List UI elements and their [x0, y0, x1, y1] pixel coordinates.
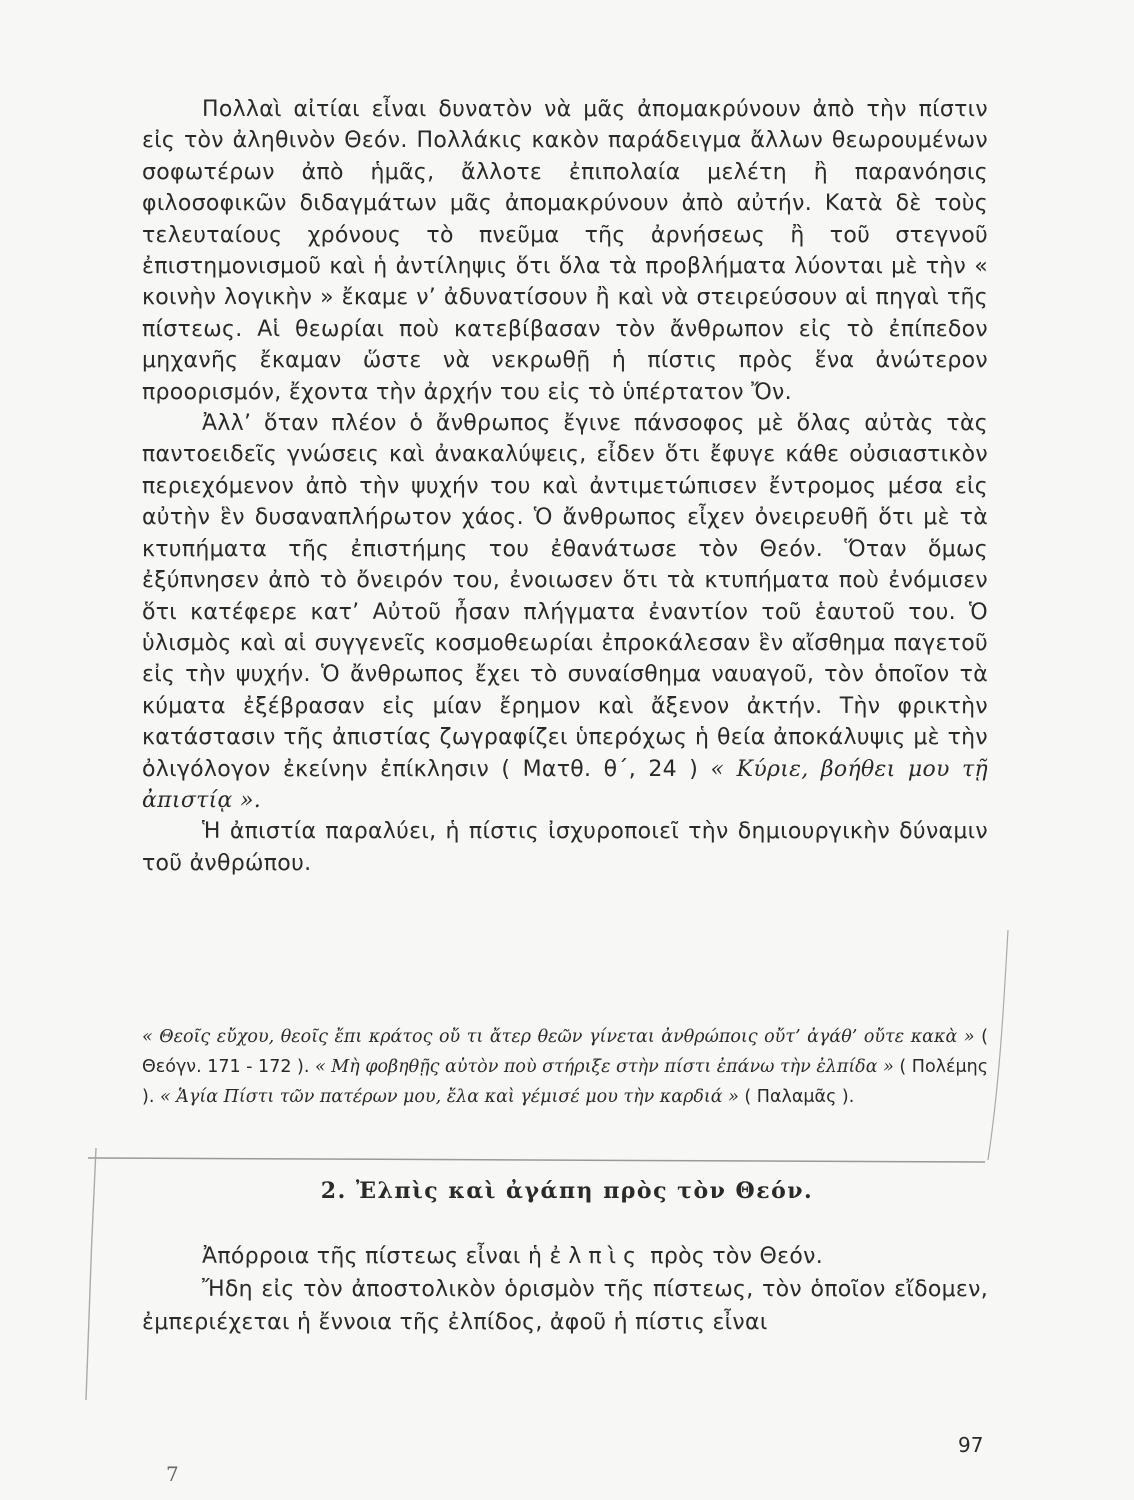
quote-polemis: « Μὴ φοβηθῇς αὐτὸν ποὺ στήριξε στὴν πίστι ἐπάνω τὴν ἐλπίδα »	[315, 1057, 894, 1077]
quote-theognis: « Θεοῖς εὔχου, θεοῖς ἔπι κράτος οὔ τι ἄτερ θεῶν γίνεται ἀνθρώποις οὔτ’ ἀγάθ’ οὔτε κακὰ »	[142, 1027, 975, 1047]
spaced-word-elpis: ἐλπὶς	[549, 1244, 643, 1269]
pencil-line-bottom	[88, 1158, 985, 1162]
paragraph-3: Ἡ ἀπιστία παραλύει, ἡ πίστις ἰσχυροποιεῖ τὴν δημιουργικὴν δύναμιν τοῦ ἀνθρώπου.	[142, 819, 988, 876]
section-p1-end: πρὸς τὸν Θεόν.	[650, 1244, 824, 1269]
paragraph-2-text: Ἀλλ’ ὅταν πλέον ὁ ἄνθρωπος ἔγινε πάνσοφος μὲ ὅλας αὐτὰς τὰς παντοειδεῖς γνώσεις καὶ ἀνακαλύψεις, εἶδεν ὅτι ἔφυγε κάθε οὐσιαστικὸν περιεχόμενον ἀπὸ τὴν ψυχήν του καὶ ἀντιμετώπισεν ἔντρομος μέσα εἰς αὐτὴν ἓν δυσαναπλήρωτον χάος. Ὁ ἄνθρωπος εἶχεν ὀνειρευθῆ ὅτι μὲ τὰ κτυπήματα τῆς ἐπιστήμης του ἐθανάτωσε τὸν Θεόν. Ὅταν ὅμως ἐξύπνησεν ἀπὸ τὸ ὄνειρόν του, ἐνοιωσεν ὅτι τὰ κτυπήματα ποὺ ἐνόμισεν ὅτι κατέφερε κατ’ Αὐτοῦ ἦσαν πλήγματα ἐναντίον τοῦ ἑαυτοῦ του. Ὁ ὑλισμὸς καὶ αἱ συγγενεῖς κοσμοθεωρίαι ἐπροκάλεσαν ἓν αἴσθημα παγετοῦ εἰς τὴν ψυχήν. Ὁ ἄνθρωπος ἔχει τὸ συναίσθημα ναυαγοῦ, τὸν ὁποῖον τὰ κύματα ἐξέβρασαν εἰς μίαν ἔρημον καὶ ἄξενον ἀκτήν. Τὴν φρικτὴν κατάστασιν τῆς ἀπιστίας ζωγραφίζει ὑπερόχως ἡ θεία ἀποκάλυψις μὲ τὴν ὀλιγόλογον ἐκείνην ἐπίκλησιν ( Ματθ. θ΄, 24 )	[142, 411, 988, 782]
pencil-line-right	[988, 930, 1008, 1160]
paragraph-2-quote: « Κύριε, βοήθει μου τῇ ἀπιστίᾳ ».	[142, 756, 988, 813]
section-p1-start: Ἀπόρροια τῆς πίστεως εἶναι ἡ	[202, 1244, 543, 1269]
paragraph-1: Πολλαὶ αἰτίαι εἶναι δυνατὸν νὰ μᾶς ἀπομακρύνουν ἀπὸ τὴν πίστιν εἰς τὸν ἀληθινὸν Θεόν. Πολλάκις κακὸν παράδειγμα ἄλλων θεωρουμένων σοφωτέρων ἀπὸ ἡμᾶς, ἄλλοτε ἐπιπολαία μελέτη ἢ παρανόησις φιλοσοφικῶν διδαγμάτων μᾶς ἀπομακρύνουν ἀπὸ αὐτήν. Κατὰ δὲ τοὺς τελευταίους χρόνους τὸ πνεῦμα τῆς ἀρνήσεως ἢ τοῦ στεγνοῦ ἐπιστημονισμοῦ καὶ ἡ ἀντίληψις ὅτι ὅλα τὰ προβλήματα λύονται μὲ τὴν « κοινὴν λογικὴν » ἔκαμε ν’ ἀδυνατίσουν ἢ καὶ νὰ στειρεύσουν αἱ πηγαὶ τῆς πίστεως. Αἱ θεωρίαι ποὺ κατεβίβασαν τὸν ἄνθρωπον εἰς τὸ ἐπίπεδον μηχανῆς ἔκαμαν ὥστε νὰ νεκρωθῇ ἡ πίστις πρὸς ἕνα ἀνώτερον προορισμόν, ἔχοντα τὴν ἀρχήν του εἰς τὸ ὑπέρτατον Ὄν.	[142, 97, 988, 405]
signature-mark: 7	[166, 1462, 179, 1486]
quote-palamas: « Ἁγία Πίστι τῶν πατέρων μου, ἔλα καὶ γέμισέ μου τὴν καρδιά »	[159, 1087, 739, 1107]
source-polemis: ( Πολέμης ).	[142, 1057, 988, 1107]
pencil-line-left	[86, 1148, 96, 1400]
section-paragraph-2: Ἤδη εἰς τὸν ἀποστολικὸν ὁρισμὸν τῆς πίστεως, τὸν ὁποῖον εἴδομεν, ἐμπεριέχεται ἡ ἔννοια τῆς ἐλπίδος, ἀφοῦ ἡ πίστις εἶναι	[142, 1277, 988, 1335]
source-palamas: ( Παλαμᾶς ).	[744, 1087, 855, 1107]
page-number: 97	[958, 1433, 984, 1457]
source-theognis: ( Θεόγν. 171 - 172 ).	[142, 1027, 988, 1077]
section-heading: 2. Ἐλπὶς καὶ ἀγάπη πρὸς τὸν Θεόν.	[320, 1178, 814, 1204]
